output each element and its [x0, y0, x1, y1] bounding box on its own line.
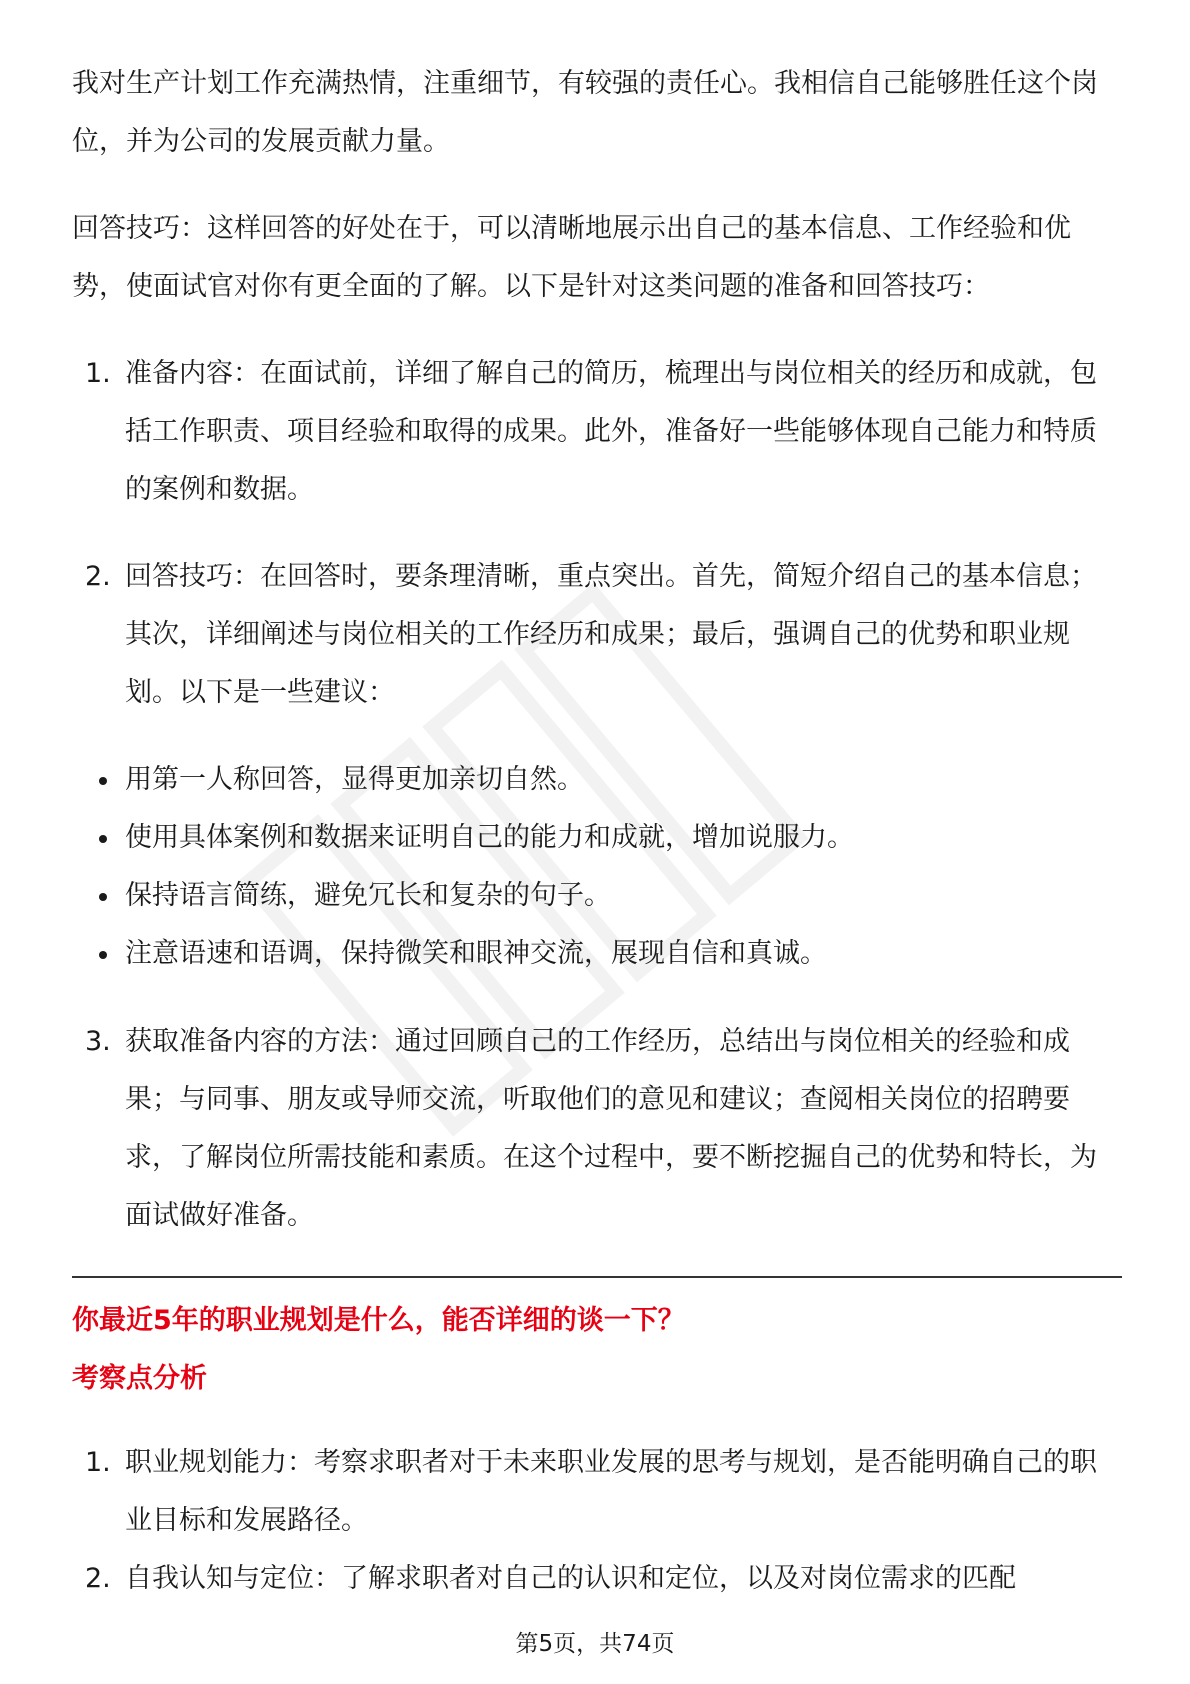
bullet-item: [72, 809, 1122, 867]
steps-list: [72, 345, 1122, 722]
tips-paragraph: 回答技巧：这样回答的好处在于，可以清晰地展示出自己的基本信息、工作经验和优势，使面试官对你有更全面的了解。以下是针对这类问题的准备和回答技巧：: [72, 213, 1071, 302]
list-number: 2.: [85, 1563, 111, 1594]
intro-paragraph: 我对生产计划工作充满热情，注重细节，有较强的责任心。我相信自己能够胜任这个岗位，并为公司的发展贡献力量。: [72, 68, 1098, 157]
list-number: 1.: [85, 1447, 111, 1478]
step-3-list: [72, 1013, 1122, 1245]
bullet-item: [72, 925, 1122, 983]
bullet-icon: [99, 835, 107, 843]
bullet-item: [72, 867, 1122, 925]
question-title: 你最近5年的职业规划是什么，能否详细的谈一下？: [72, 1305, 685, 1336]
bullet-item: [72, 751, 1122, 809]
suggestions-list: [72, 751, 1122, 983]
analysis-title: 考察点分析: [72, 1363, 207, 1394]
list-item-text: 回答技巧：在回答时，要条理清晰，重点突出。首先，简短介绍自己的基本信息；其次，详细阐述与岗位相关的工作经历和成果；最后，强调自己的优势和职业规划。以下是一些建议：: [125, 561, 1097, 708]
bullet-icon: [99, 951, 107, 959]
list-item-text: 获取准备内容的方法：通过回顾自己的工作经历，总结出与岗位相关的经验和成果；与同事、朋友或导师交流，听取他们的意见和建议；查阅相关岗位的招聘要求，了解岗位所需技能和素质。在这个过程中，要不断挖掘自己的优势和特长，为面试做好准备。: [125, 1026, 1097, 1231]
list-item: [72, 1434, 1122, 1550]
section-divider: [72, 1276, 1122, 1278]
list-item-text: 自我认知与定位：了解求职者对自己的认识和定位，以及对岗位需求的匹配: [125, 1563, 1016, 1594]
list-item: [72, 1550, 1122, 1608]
list-number: 2.: [85, 561, 111, 592]
list-item-text: 职业规划能力：考察求职者对于未来职业发展的思考与规划，是否能明确自己的职业目标和发展路径。: [125, 1447, 1097, 1536]
bullet-icon: [99, 893, 107, 901]
bullet-text: 用第一人称回答，显得更加亲切自然。: [125, 764, 584, 795]
list-item-text: 准备内容：在面试前，详细了解自己的简历，梳理出与岗位相关的经历和成就，包括工作职责、项目经验和取得的成果。此外，准备好一些能够体现自己能力和特质的案例和数据。: [125, 358, 1097, 505]
bullet-icon: [99, 777, 107, 785]
list-item: [72, 1013, 1122, 1245]
bullet-text: 使用具体案例和数据来证明自己的能力和成就，增加说服力。: [125, 822, 854, 853]
analysis-list: [72, 1434, 1122, 1608]
bullet-text: 保持语言简练，避免冗长和复杂的句子。: [125, 880, 611, 911]
document-page: [72, 55, 1122, 1608]
list-number: 1.: [85, 358, 111, 389]
bullet-text: 注意语速和语调，保持微笑和眼神交流，展现自信和真诚。: [125, 938, 827, 969]
page-footer: 第5页，共74页: [515, 1631, 675, 1657]
list-item: [72, 345, 1122, 519]
list-number: 3.: [85, 1026, 111, 1057]
list-item: [72, 548, 1122, 722]
